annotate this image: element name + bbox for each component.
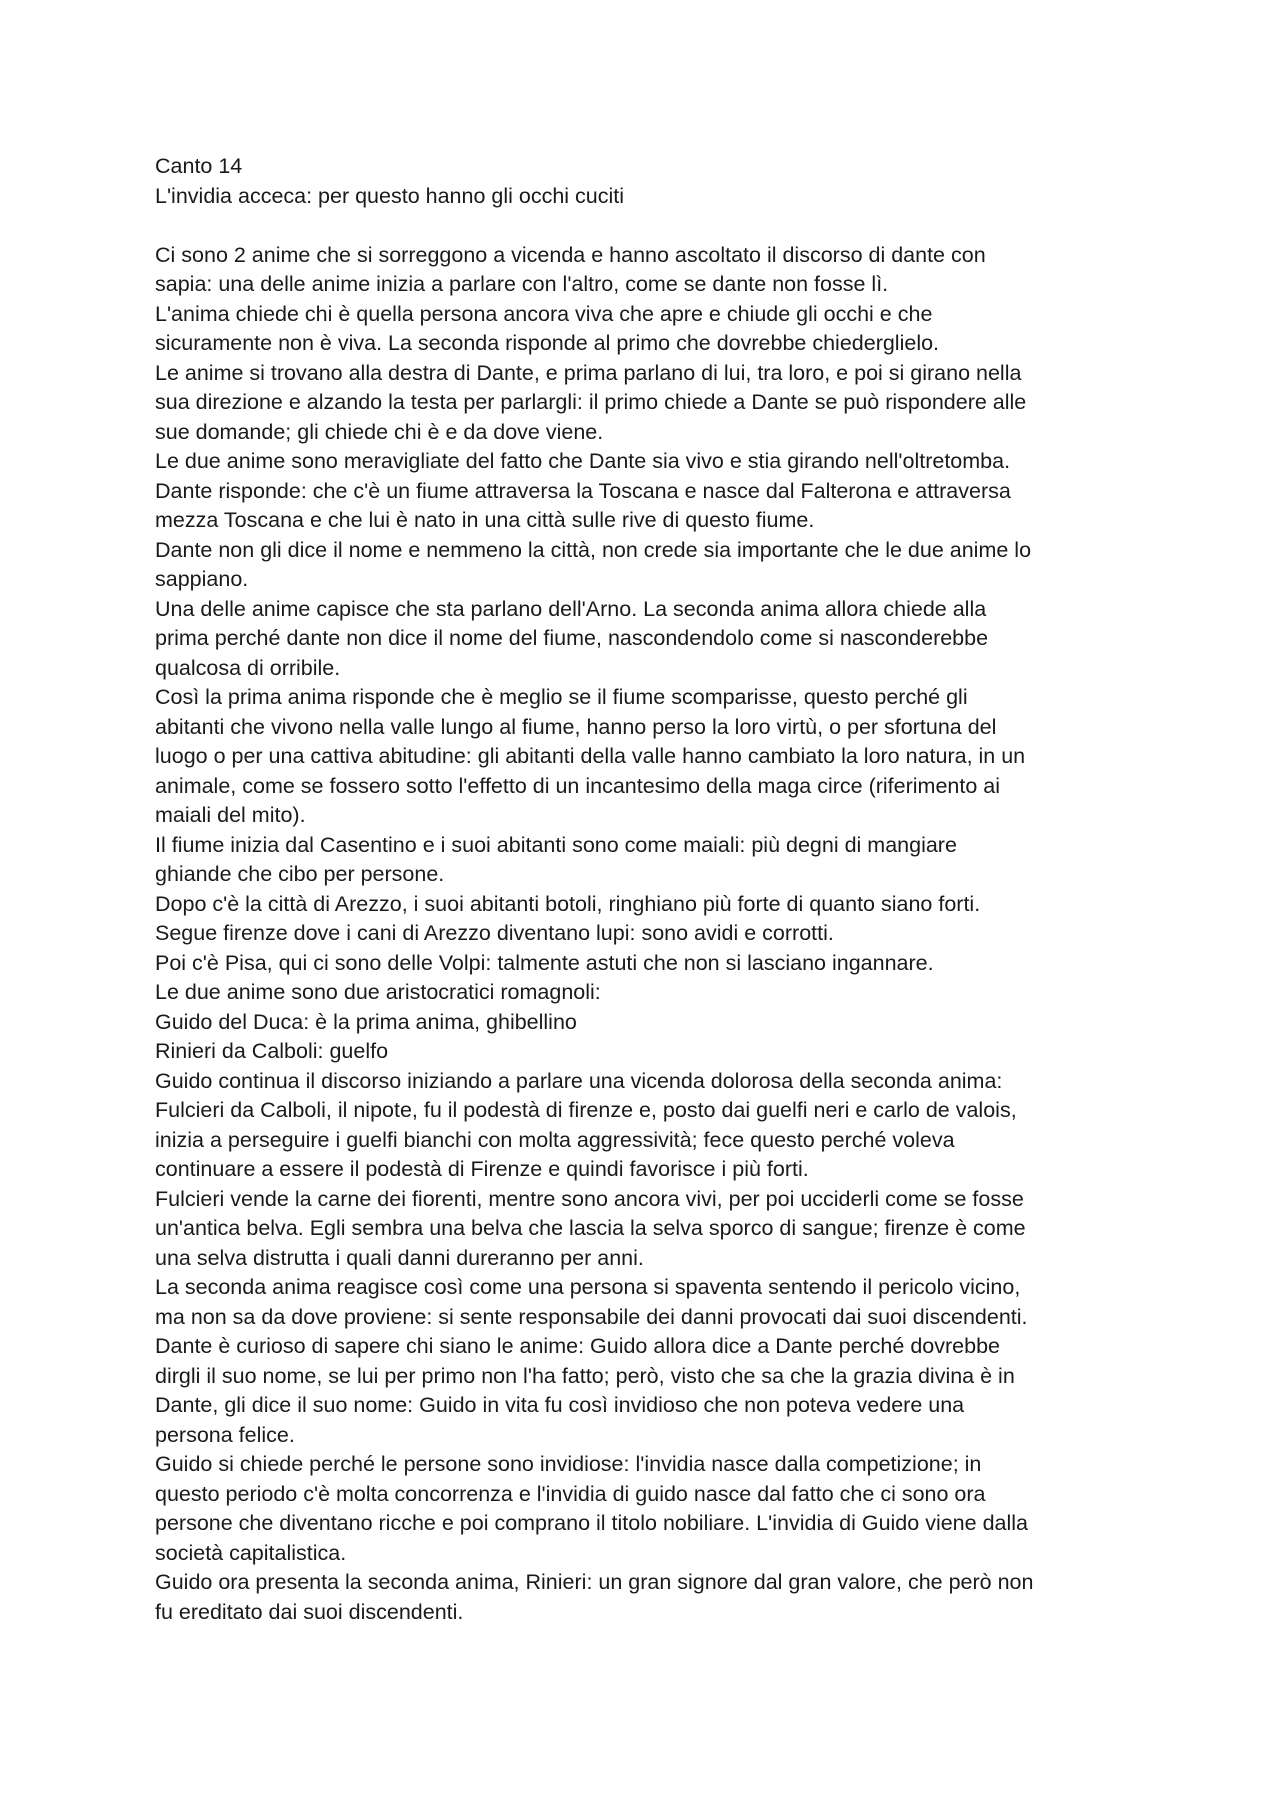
text-line: Le anime si trovano alla destra di Dante, e prima parlano di lui, tra loro, e poi si girano nella [155,360,1022,385]
text-line: qualcosa di orribile. [155,655,341,680]
text-line: Dopo c'è la città di Arezzo, i suoi abitanti botoli, ringhiano più forte di quanto siano forti. [155,891,981,916]
text-line: Segue firenze dove i cani di Arezzo diventano lupi: sono avidi e corrotti. [155,921,834,945]
text-line: La seconda anima reagisce così come una persona si spaventa sentendo il pericolo vicino, [155,1275,1021,1299]
text-line: Guido ora presenta la seconda anima, Rinieri: un gran signore dal gran valore, che però non [155,1570,1034,1594]
text-line: una selva distrutta i quali danni dureranno per anni. [155,1245,644,1270]
text-line: inizia a perseguire i guelfi bianchi con molta aggressività; fece questo perché voleva [155,1127,955,1152]
text-line: Le due anime sono due aristocratici romagnoli: [155,980,601,1004]
text-line: Guido continua il discorso iniziando a parlare una vicenda dolorosa della seconda anima: [155,1068,1003,1093]
text-line: Così la prima anima risponde che è meglio se il fiume scomparisse, questo perché gli [155,685,968,709]
text-line: Una delle anime capisce che sta parlano dell'Arno. La seconda anima allora chiede alla [155,596,987,621]
text-line: Dante risponde: che c'è un fiume attraversa la Toscana e nasce dal Falterona e attraversa [155,478,1011,503]
document-body [155,152,1145,1627]
text-line: prima perché dante non dice il nome del fiume, nascondendolo come si nasconderebbe [155,626,989,650]
blank-line [155,211,1145,241]
text-line: società capitalistica. [155,1540,347,1565]
text-line: Fulcieri da Calboli, il nipote, fu il podestà di firenze e, posto dai guelfi neri e carlo de valois, [155,1098,1017,1122]
text-line: mezza Toscana e che lui è nato in una città sulle rive di questo fiume. [155,508,815,532]
text-line: sapia: una delle anime inizia a parlare con l'altro, come se dante non fosse lì. [155,272,889,296]
text-line: Le due anime sono meravigliate del fatto che Dante sia vivo e stia girando nell'oltretomba. [155,449,1011,473]
text-line: Dante è curioso di sapere chi siano le anime: Guido allora dice a Dante perché dovrebbe [155,1334,1000,1358]
text-line: questo periodo c'è molta concorrenza e l'invidia di guido nasce dal fatto che ci sono ora [155,1481,986,1506]
document-title: Canto 14 [155,154,243,178]
text-line: maiali del mito). [155,803,306,827]
text-line: un'antica belva. Egli sembra una belva che lascia la selva sporco di sangue; firenze è come [155,1216,1026,1240]
text-line: Ci sono 2 anime che si sorreggono a vicenda e hanno ascoltato il discorso di dante con [155,242,986,267]
text-line: Poi c'è Pisa, qui ci sono delle Volpi: talmente astuti che non si lasciano ingannare. [155,950,934,975]
text-line: sua direzione e alzando la testa per parlargli: il primo chiede a Dante se può rispondere alle [155,390,1027,414]
text-line: continuare a essere il podestà di Firenze e quindi favorisce i più forti. [155,1157,809,1181]
text-line: abitanti che vivono nella valle lungo al fiume, hanno perso la loro virtù, o per sfortuna del [155,714,997,739]
text-line: fu ereditato dai suoi discendenti. [155,1599,464,1624]
text-line: Dante, gli dice il suo nome: Guido in vita fu così invidioso che non poteva vedere una [155,1393,965,1417]
text-line: dirgli il suo nome, se lui per primo non l'ha fatto; però, visto che sa che la grazia divina è in [155,1363,1015,1388]
document-subtitle: L'invidia acceca: per questo hanno gli occhi cuciti [155,183,625,208]
text-line: animale, come se fossero sotto l'effetto di un incantesimo della maga circe (riferimento ai [155,773,1000,798]
text-line: sappiano. [155,567,249,591]
text-line: sicuramente non è viva. La seconda risponde al primo che dovrebbe chiederglielo. [155,331,940,355]
text-line: Guido del Duca: è la prima anima, ghibellino [155,1009,577,1034]
text-line: persone che diventano ricche e poi comprano il titolo nobiliare. L'invidia di Guido viene dalla [155,1511,1028,1535]
text-line: persona felice. [155,1422,295,1447]
text-line: ma non sa da dove proviene: si sente responsabile dei danni provocati dai suoi discendenti. [155,1304,1028,1329]
text-line: Fulcieri vende la carne dei fiorenti, mentre sono ancora vivi, per poi ucciderli come se fosse [155,1186,1024,1211]
text-line: Rinieri da Calboli: guelfo [155,1039,389,1063]
text-line: Dante non gli dice il nome e nemmeno la città, non crede sia importante che le due anime lo [155,537,1032,562]
text-line: L'anima chiede chi è quella persona ancora viva che apre e chiude gli occhi e che [155,301,933,326]
text-line: Il fiume inizia dal Casentino e i suoi abitanti sono come maiali: più degni di mangiare [155,832,957,857]
text-line: sue domande; gli chiede chi è e da dove viene. [155,419,604,444]
text-line: Guido si chiede perché le persone sono invidiose: l'invidia nasce dalla competizione; in [155,1452,982,1476]
text-line: luogo o per una cattiva abitudine: gli abitanti della valle hanno cambiato la loro natura, in un [155,744,1026,768]
paragraph-lines [155,241,1145,1628]
text-line: ghiande che cibo per persone. [155,862,445,886]
